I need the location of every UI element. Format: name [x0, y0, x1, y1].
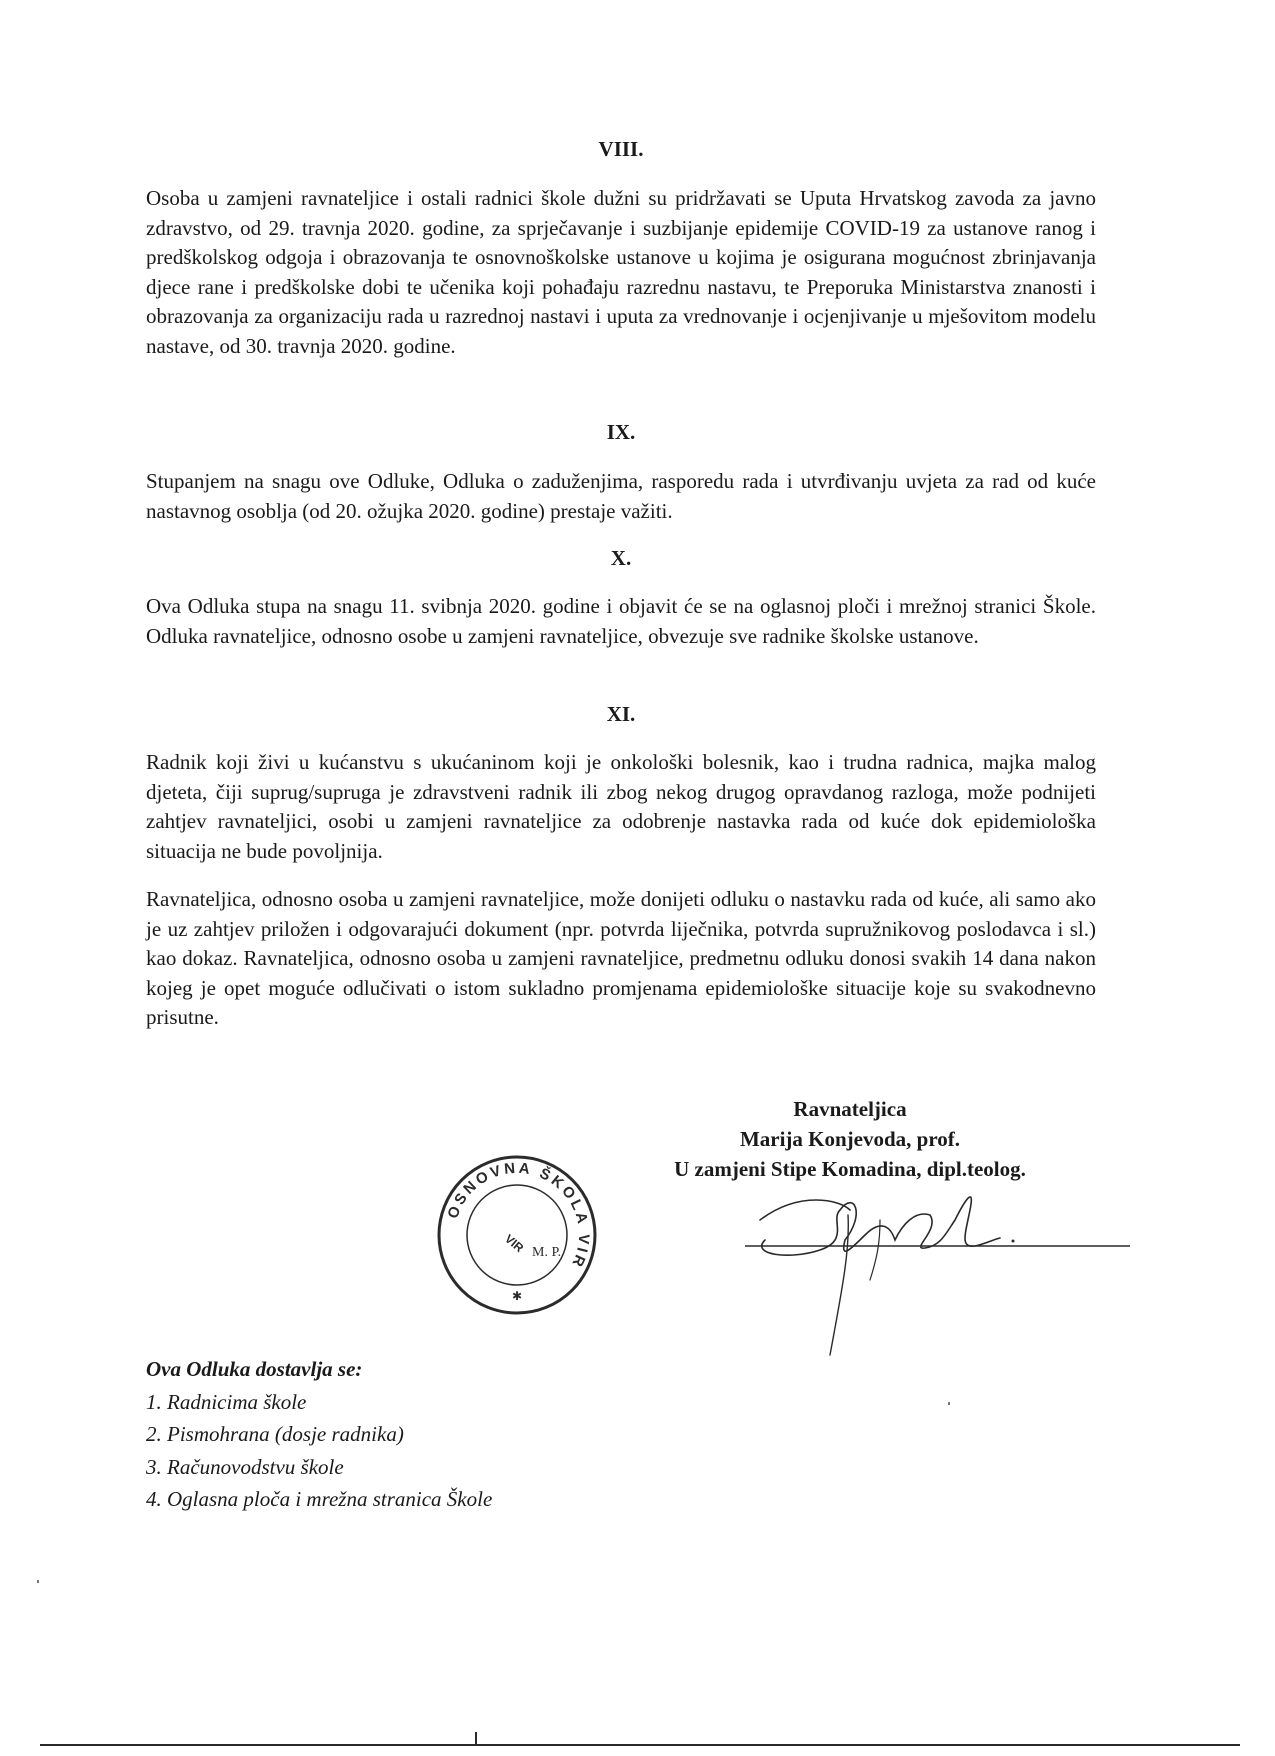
delivery-item: 3. Računovodstvu škole — [146, 1454, 344, 1479]
section-title-viii: VIII. — [598, 137, 644, 161]
stamp-mp-label: M. P. — [532, 1245, 562, 1260]
paragraph-x: Ova Odluka stupa na snagu 11. svibnja 2020. godine i objavit će se na oglasnoj ploči i mrežnoj stranici Škole. Odluka ravnateljice, odnosno osobe u zamjeni ravnateljice, obvezuje sve radnike školske ustanove. — [146, 594, 1096, 648]
delivery-item: 1. Radnicima škole — [146, 1389, 307, 1414]
section-title-ix: IX. — [606, 420, 636, 444]
delivery-list — [146, 1353, 492, 1516]
section-title-xi: XI. — [606, 702, 636, 726]
signature-role: Ravnateljica — [793, 1097, 907, 1121]
signature-deputy: U zamjeni Stipe Komadina, dipl.teolog. — [674, 1157, 1026, 1181]
paragraph-xi-2: Ravnateljica, odnosno osoba u zamjeni ravnateljice, može donijeti odluku o nastavku rada od kuće, ali samo ako je uz zahtjev priložen i odgovarajući dokument (npr. potvrda liječnika, potvrda supružnikovog poslodavca i sl.) kao dokaz. Ravnateljica, odnosno osoba u zamjeni ravnateljice, predmetnu odluku donosi svakih 14 dana nakon kojeg je opet moguće odlučivati o istom sukladno promjenama epidemiološke situacije koje su svakodnevno prisutne. — [146, 887, 1096, 1030]
signature-block — [600, 1094, 1100, 1184]
signature-name: Marija Konjevoda, prof. — [739, 1127, 961, 1151]
scan-bottom-edge — [40, 1744, 1240, 1746]
stamp-center-text: VIR — [502, 1231, 527, 1256]
school-stamp — [432, 1150, 602, 1320]
scan-speck — [948, 1402, 950, 1405]
paragraph-ix: Stupanjem na snagu ove Odluke, Odluka o zaduženjima, rasporedu rada i utvrđivanju uvjeta za rad od kuće nastavnog osoblja (od 20. ožujka 2020. godine) prestaje važiti. — [146, 469, 1096, 523]
stamp-ring-text: OSNOVNA ŠKOLA VIR — [444, 1159, 593, 1272]
paragraph-xi-1: Radnik koji živi u kućanstvu s ukućaninom koji je onkološki bolesnik, kao i trudna radnica, majka malog djeteta, čiji suprug/supruga je zdravstveni radnik ili zbog nekog drugog opravdanog razloga, može podnijeti zahtjev ravnateljici, osobi u zamjeni ravnateljice za odobrenje nastavka rada od kuće dok epidemiološka situacija ne bude povoljnija. — [146, 750, 1096, 863]
delivery-item: 4. Oglasna ploča i mrežna stranica Škole — [146, 1487, 493, 1511]
paragraph-viii: Osoba u zamjeni ravnateljice i ostali radnici škole dužni su pridržavati se Uputa Hrvatskog zavoda za javno zdravstvo, od 29. travnja 2020. godine, za sprječavanje i suzbijanje epidemije COVID-19 za ustanove ranog i predškolskog odgoja i obrazovanja te osnovnoškolske ustanove u kojima je osigurana mogućnost zbrinjavanja djece rane i predškolske dobi te učenika koji pohađaju razrednu nastavu, te Preporuka Ministarstva znanosti i obrazovanja za organizaciju rada u razrednoj nastavi i uputa za vrednovanje i ocjenjivanje u mješovitom modelu nastave, od 30. travnja 2020. godine. — [146, 186, 1096, 358]
delivery-heading: Ova Odluka dostavlja se: — [146, 1357, 363, 1381]
stamp-star-icon: ✱ — [511, 1289, 523, 1303]
scan-speck — [37, 1580, 39, 1583]
delivery-item: 2. Pismohrana (dosje radnika) — [146, 1422, 404, 1446]
section-title-x: X. — [610, 546, 632, 570]
handwritten-signature — [730, 1180, 1150, 1380]
